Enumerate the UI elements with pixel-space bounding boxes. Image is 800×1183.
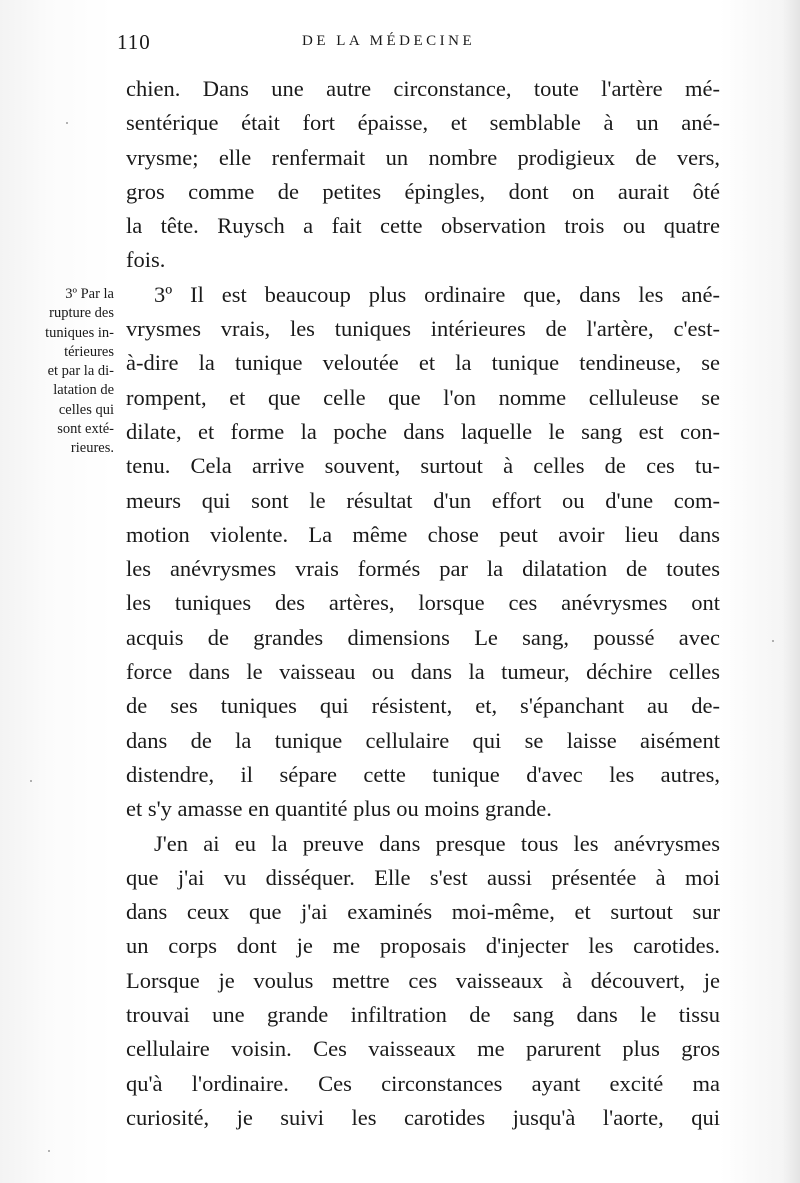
margin-note-line: latation de <box>53 382 114 399</box>
paper-speck <box>48 1150 50 1152</box>
running-title: DE LA MÉDECINE <box>302 33 476 49</box>
text-line: rompent, et que celle que l'on nomme celluleuse se <box>126 384 720 410</box>
margin-note <box>12 285 114 459</box>
text-line: force dans le vaisseau ou dans la tumeur, déchire celles <box>126 659 720 685</box>
paper-speck <box>772 640 774 642</box>
margin-note-line: tuniques in- <box>45 324 114 341</box>
text-line: 3º Il est beaucoup plus ordinaire que, dans les ané- <box>154 281 720 307</box>
text-line: à-dire la tunique veloutée et la tunique tendineuse, se <box>126 350 720 376</box>
paper-speck <box>66 122 68 124</box>
margin-note-line: térieures <box>64 343 114 360</box>
text-line: cellulaire voisin. Ces vaisseaux me parurent plus gros <box>126 1036 720 1062</box>
text-line: motion violente. La même chose peut avoir lieu dans <box>126 521 720 547</box>
margin-note-line: rupture des <box>49 305 114 322</box>
text-line: vrysmes vrais, les tuniques intérieures de l'artère, c'est- <box>126 316 720 342</box>
margin-note-line: sont exté- <box>57 421 114 438</box>
text-line: chien. Dans une autre circonstance, toute l'artère mé- <box>126 76 720 101</box>
page-number: 110 <box>117 30 151 54</box>
text-line: curiosité, je suivi les carotides jusqu'à l'aorte, qui <box>126 1104 720 1130</box>
text-line: dans de la tunique cellulaire qui se laisse aisément <box>126 727 720 753</box>
text-line: J'en ai eu la preuve dans presque tous les anévrysmes <box>154 830 720 856</box>
text-line: qu'à l'ordinaire. Ces circonstances ayant excité ma <box>126 1070 720 1096</box>
text-line: tenu. Cela arrive souvent, surtout à celles de ces tu- <box>126 453 720 479</box>
text-line: dans ceux que j'ai examinés moi-même, et surtout sur <box>126 899 720 925</box>
margin-note-line: rieures. <box>70 440 114 457</box>
text-line: Lorsque je voulus mettre ces vaisseaux à découvert, je <box>126 967 720 993</box>
text-line: vrysme; elle renfermait un nombre prodigieux de vers, <box>126 144 720 170</box>
page-edge-shadow <box>782 0 800 1183</box>
text-line: les anévrysmes vrais formés par la dilatation de toutes <box>126 556 720 582</box>
text-line: trouvai une grande infiltration de sang dans le tissu <box>126 1002 720 1028</box>
text-line: la tête. Ruysch a fait cette observation trois ou quatre <box>126 213 720 239</box>
text-line: dilate, et forme la poche dans laquelle le sang est con- <box>126 418 720 444</box>
body-text <box>126 72 720 1135</box>
text-line: sentérique était fort épaisse, et semblable à un ané- <box>126 110 720 136</box>
margin-note-line: celles qui <box>58 401 114 418</box>
text-line: gros comme de petites épingles, dont on aurait ôté <box>126 178 720 204</box>
margin-note-line: 3º Par la <box>65 286 114 302</box>
text-line: de ses tuniques qui résistent, et, s'épanchant au de- <box>126 693 720 719</box>
text-line: un corps dont je me proposais d'injecter les carotides. <box>126 933 720 959</box>
text-line: fois. <box>126 247 166 273</box>
paper-speck <box>30 780 32 782</box>
text-line: meurs qui sont le résultat d'un effort ou d'une com- <box>126 487 720 513</box>
text-line: acquis de grandes dimensions Le sang, poussé avec <box>126 624 720 650</box>
text-line: que j'ai vu disséquer. Elle s'est aussi présentée à moi <box>126 864 720 890</box>
text-line: distendre, il sépare cette tunique d'avec les autres, <box>126 761 720 787</box>
text-line: les tuniques des artères, lorsque ces anévrysmes ont <box>126 590 720 616</box>
text-line: et s'y amasse en quantité plus ou moins grande. <box>126 796 552 822</box>
margin-note-line: et par la di- <box>47 363 114 380</box>
